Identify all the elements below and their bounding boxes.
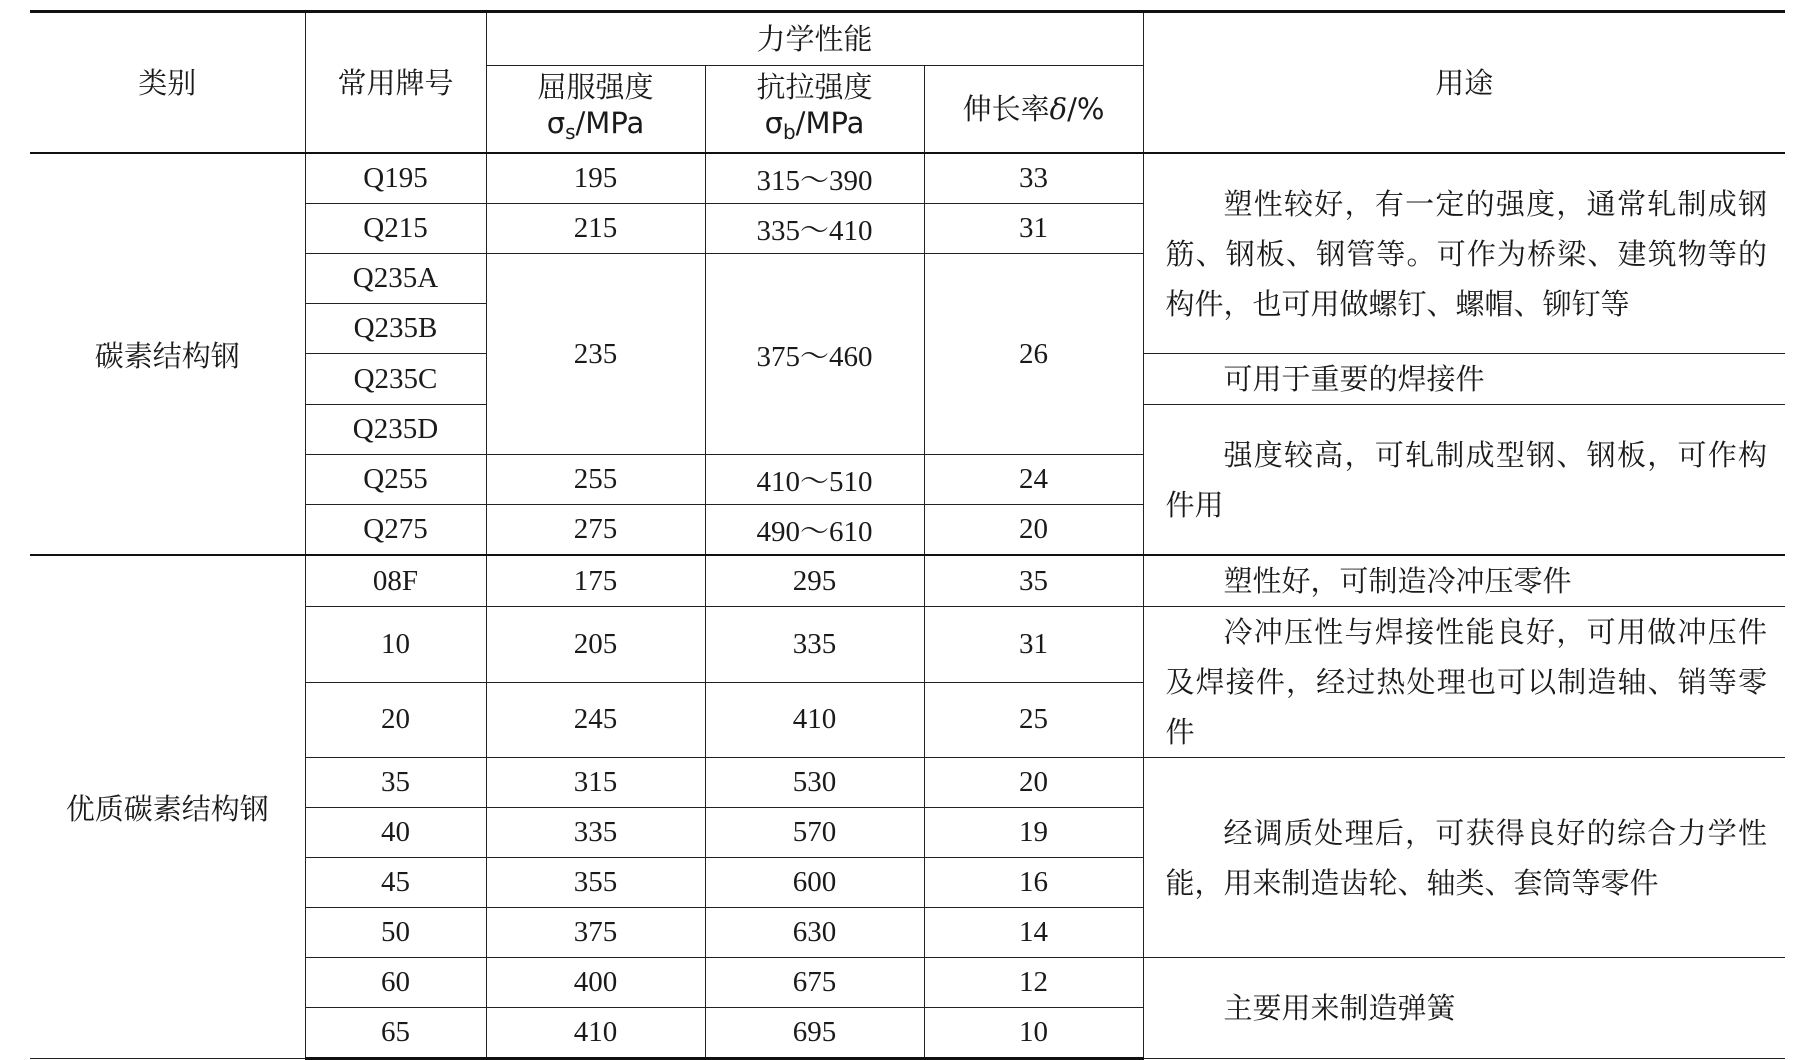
yield-cell: 410 xyxy=(486,1008,705,1059)
yield-cell: 375 xyxy=(486,908,705,958)
grade-cell: Q215 xyxy=(305,204,486,254)
tensile-cell: 530 xyxy=(705,758,924,808)
elongation-cell: 33 xyxy=(924,153,1143,204)
table-body xyxy=(30,153,1785,1059)
steel-properties-table xyxy=(30,10,1785,1060)
yield-cell: 205 xyxy=(486,607,705,683)
grade-cell: 10 xyxy=(305,607,486,683)
header-grade: 常用牌号 xyxy=(305,12,486,154)
usage-cell: 塑性好，可制造冷冲压零件 xyxy=(1143,555,1785,607)
grade-cell: Q235C xyxy=(305,354,486,405)
tensile-cell: 570 xyxy=(705,808,924,858)
usage-cell: 强度较高，可轧制成型钢、钢板，可作构件用 xyxy=(1143,405,1785,556)
yield-cell: 355 xyxy=(486,858,705,908)
tensile-cell: 695 xyxy=(705,1008,924,1059)
yield-cell: 195 xyxy=(486,153,705,204)
elong-unit: /% xyxy=(1067,92,1105,126)
category-cell: 优质碳素结构钢 xyxy=(30,555,305,1059)
elongation-cell: 14 xyxy=(924,908,1143,958)
grade-cell: 60 xyxy=(305,958,486,1008)
subscript-s: s xyxy=(565,119,576,144)
usage-cell: 冷冲压性与焊接性能良好，可用做冲压件及焊接件，经过热处理也可以制造轴、销等零件 xyxy=(1143,607,1785,758)
grade-cell: 20 xyxy=(305,682,486,758)
yield-cell: 315 xyxy=(486,758,705,808)
table-row xyxy=(30,153,1785,204)
elongation-cell: 31 xyxy=(924,607,1143,683)
elongation-cell: 26 xyxy=(924,254,1143,455)
elongation-cell: 20 xyxy=(924,758,1143,808)
yield-cell: 255 xyxy=(486,455,705,505)
header-yield-strength xyxy=(486,66,705,154)
yield-label: 屈服强度 xyxy=(537,69,654,104)
tensile-cell: 490～610 xyxy=(705,505,924,556)
elongation-cell: 10 xyxy=(924,1008,1143,1059)
grade-cell: Q235B xyxy=(305,304,486,354)
grade-cell: Q195 xyxy=(305,153,486,204)
grade-cell: 40 xyxy=(305,808,486,858)
yield-cell: 175 xyxy=(486,555,705,607)
tensile-unit-line xyxy=(706,105,924,150)
elongation-cell: 24 xyxy=(924,455,1143,505)
header-category: 类别 xyxy=(30,12,305,154)
subscript-b: b xyxy=(782,119,796,144)
grade-cell: Q235D xyxy=(305,405,486,455)
tensile-label: 抗拉强度 xyxy=(756,69,873,104)
grade-cell: 65 xyxy=(305,1008,486,1059)
yield-cell: 215 xyxy=(486,204,705,254)
table-row xyxy=(30,555,1785,607)
tensile-cell: 295 xyxy=(705,555,924,607)
grade-cell: 45 xyxy=(305,858,486,908)
yield-cell: 400 xyxy=(486,958,705,1008)
tensile-cell: 335 xyxy=(705,607,924,683)
elongation-cell: 16 xyxy=(924,858,1143,908)
tensile-cell: 630 xyxy=(705,908,924,958)
header-mechanical: 力学性能 xyxy=(486,12,1143,66)
yield-cell: 335 xyxy=(486,808,705,858)
tensile-cell: 335～410 xyxy=(705,204,924,254)
tensile-cell: 375～460 xyxy=(705,254,924,455)
yield-unit: /MPa xyxy=(575,105,645,140)
yield-cell: 245 xyxy=(486,682,705,758)
grade-cell: 50 xyxy=(305,908,486,958)
sigma-symbol: σ xyxy=(764,105,783,140)
elong-label: 伸长率 xyxy=(962,92,1050,126)
tensile-cell: 410～510 xyxy=(705,455,924,505)
tensile-cell: 600 xyxy=(705,858,924,908)
delta-symbol: δ xyxy=(1049,92,1068,126)
tensile-cell: 675 xyxy=(705,958,924,1008)
elongation-cell: 25 xyxy=(924,682,1143,758)
elongation-cell: 12 xyxy=(924,958,1143,1008)
yield-unit-line xyxy=(487,105,705,150)
elongation-cell: 35 xyxy=(924,555,1143,607)
tensile-cell: 410 xyxy=(705,682,924,758)
usage-cell: 可用于重要的焊接件 xyxy=(1143,354,1785,405)
grade-cell: 08F xyxy=(305,555,486,607)
usage-cell: 经调质处理后，可获得良好的综合力学性能，用来制造齿轮、轴类、套筒等零件 xyxy=(1143,758,1785,958)
elongation-cell: 19 xyxy=(924,808,1143,858)
table-header xyxy=(30,12,1785,154)
header-elongation xyxy=(924,66,1143,154)
usage-cell: 塑性较好，有一定的强度，通常轧制成钢筋、钢板、钢管等。可作为桥梁、建筑物等的构件，也可用做螺钉、螺帽、铆钉等 xyxy=(1143,153,1785,354)
usage-cell: 主要用来制造弹簧 xyxy=(1143,958,1785,1059)
grade-cell: 35 xyxy=(305,758,486,808)
tensile-cell: 315～390 xyxy=(705,153,924,204)
category-cell: 碳素结构钢 xyxy=(30,153,305,555)
tensile-unit: /MPa xyxy=(795,105,865,140)
header-tensile-strength xyxy=(705,66,924,154)
sigma-symbol: σ xyxy=(546,105,566,140)
grade-cell: Q275 xyxy=(305,505,486,556)
yield-cell: 235 xyxy=(486,254,705,455)
header-usage: 用途 xyxy=(1143,12,1785,154)
grade-cell: Q255 xyxy=(305,455,486,505)
elongation-cell: 20 xyxy=(924,505,1143,556)
grade-cell: Q235A xyxy=(305,254,486,304)
elongation-cell: 31 xyxy=(924,204,1143,254)
yield-cell: 275 xyxy=(486,505,705,556)
